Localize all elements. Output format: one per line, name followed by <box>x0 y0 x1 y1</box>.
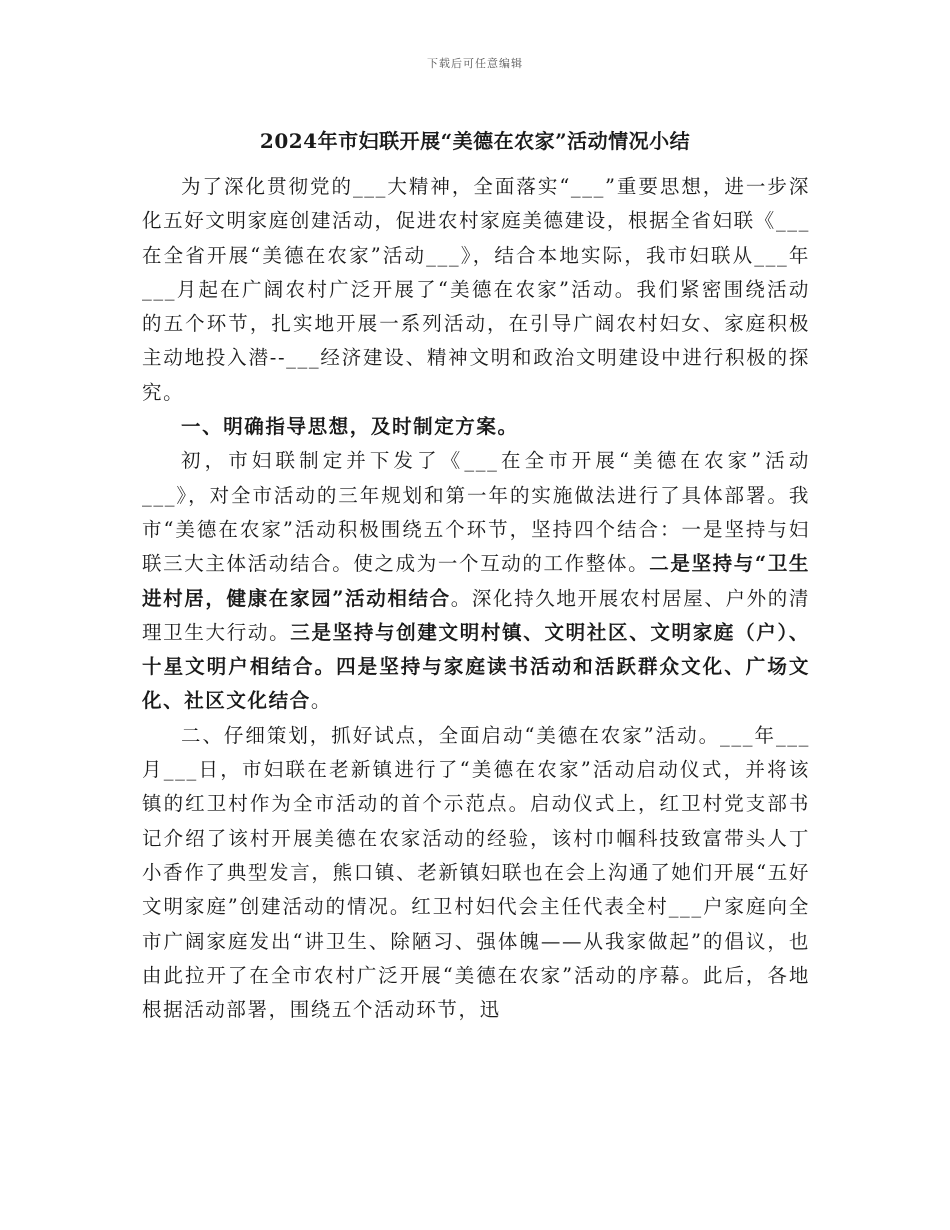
paragraph-section-2 <box>142 719 810 1028</box>
document-title: 2024年市妇联开展“美德在农家”活动情况小结 <box>259 129 691 153</box>
paragraph-bold-text: 三是坚持与创建文明村镇、文明社区、文明家庭（户）、十星文明户相结合。四是坚持与家庭读书活动和活跃群众文化、广场文化、社区文化结合 <box>142 620 810 713</box>
section-heading-1 <box>142 410 810 444</box>
paragraph-text: 。深化持久地开展农村居屋、户外的清理卫生大行动。 <box>142 586 811 644</box>
paragraph-text: 二、仔细策划，抓好试点，全面启动“美德在农家”活动。___年___月___日，市妇联在老新镇进行了“美德在农家”活动启动仪式，并将该镇的红卫村作为全市活动的首个示范点。启动仪式上，红卫村党支部书记介绍了该村开展美德在农家活动的经验，该村巾帼科技致富带头人丁小香作了典型发言，熊口镇、老新镇妇联也在会上沟通了她们开展“五好文明家庭”创建活动的情况。红卫村妇代会主任代表全村___户家庭向全市广阔家庭发出“讲卫生、除陋习、强体魄——从我家做起”的倡议，也由此拉开了在全市农村广泛开展“美德在农家”活动的序幕。此后，各地根据活动部署，围绕五个活动环节，迅 <box>142 723 810 1022</box>
paragraph-text: 为了深化贯彻党的___大精神，全面落实“___”重要思想，进一步深化五好文明家庭创建活动，促进农村家庭美德建设，根据全省妇联《___在全省开展“美德在农家”活动___》，结合本地实际，我市妇联从___年___月起在广阔农村广泛开展了“美德在农家”活动。我们紧密围绕活动的五个环节，扎实地开展一系列活动，在引导广阔农村妇女、家庭积极主动地投入潜--___经济建设、精神文明和政治文明建设中进行积极的探究。 <box>142 175 810 404</box>
section-heading-text: 一、明确指导思想，及时制定方案。 <box>181 415 519 439</box>
paragraph-text: 。 <box>310 689 332 713</box>
document-body <box>142 170 810 1027</box>
paragraph-text: 初，市妇联制定并下发了《___在全市开展“美德在农家”活动___》，对全市活动的三年规划和第一年的实施做法进行了具体部署。我市“美德在农家”活动积极围绕五个环节，坚持四个结合：一是坚持与妇联三大主体活动结合。使之成为一个互动的工作整体。 <box>142 449 810 576</box>
paragraph-section-1 <box>142 444 810 718</box>
paragraph-bold-text: 二是坚持与“卫生进村居，健康在家园”活动相结合 <box>142 552 810 610</box>
header-note: 下载后可任意编辑 <box>427 57 523 70</box>
paragraph-intro <box>142 170 810 410</box>
